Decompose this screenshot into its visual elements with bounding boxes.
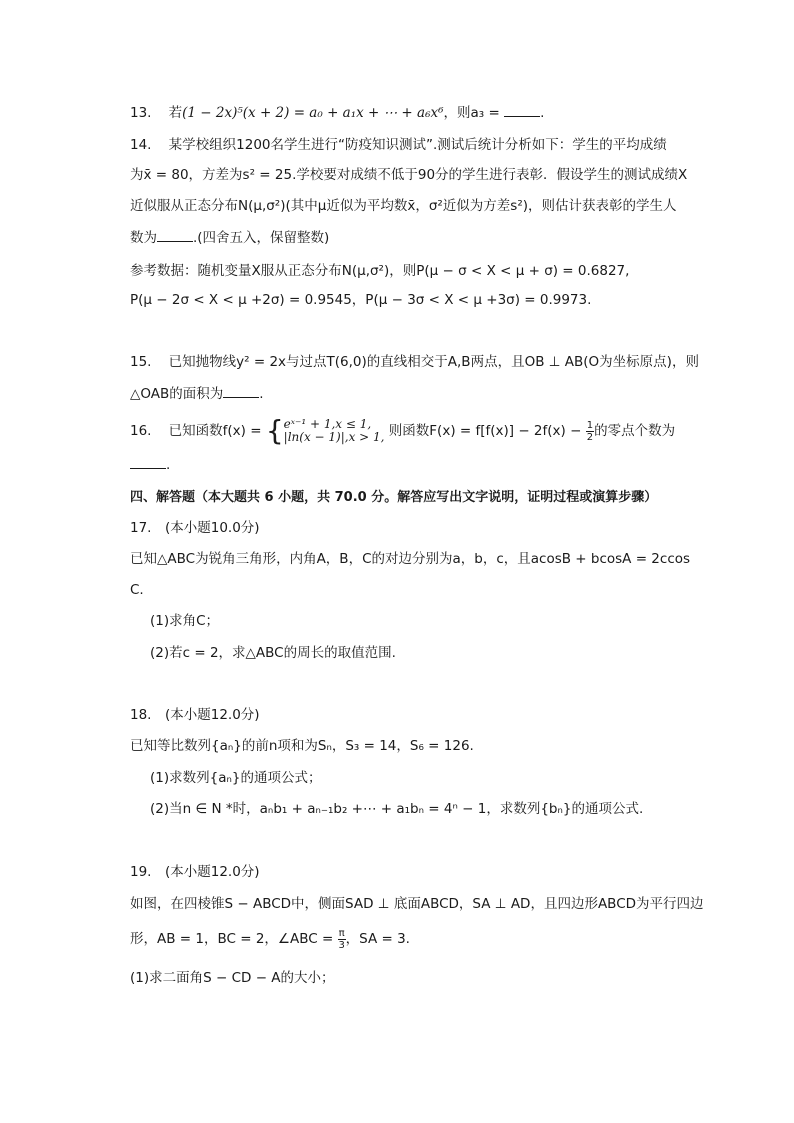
- denominator: 2: [586, 431, 594, 443]
- punctuation: .: [540, 105, 545, 121]
- question-17-part-1: (1)求角C；: [150, 613, 220, 629]
- question-text: .(四舍五入，保留整数): [193, 230, 330, 246]
- question-17-part-2: (2)若c = 2，求△ABC的周长的取值范围.: [150, 645, 396, 661]
- question-18-part-1: (1)求数列{aₙ}的通项公式；: [150, 770, 322, 786]
- question-18-part-2: (2)当n ∈ N *时，aₙb₁ + aₙ₋₁b₂ +⋯ + a₁bₙ = 4ⁿ − 1，求数列{bₙ}的通项公式.: [150, 801, 644, 817]
- fraction: [338, 928, 346, 951]
- question-number: 16.: [130, 423, 152, 439]
- left-brace: {: [265, 414, 284, 447]
- fraction: [586, 420, 594, 443]
- answer-blank[interactable]: [130, 456, 166, 469]
- question-16: [130, 414, 710, 448]
- question-13: [130, 104, 710, 122]
- question-text: 若: [168, 105, 183, 121]
- question-19-header: 19. (本小题12.0分): [130, 864, 260, 880]
- answer-blank[interactable]: [157, 229, 193, 242]
- case-1: eˣ⁻¹ + 1,x ≤ 1,: [283, 417, 372, 431]
- question-18-header: 18. (本小题12.0分): [130, 707, 260, 723]
- reference-data-line-2: P(μ − 2σ < X < μ +2σ) = 0.9545，P(μ − 3σ < X < μ +3σ) = 0.9973.: [130, 292, 592, 308]
- question-14-line-1: [130, 136, 710, 154]
- numerator: π: [338, 927, 345, 939]
- question-16-answer-line: [130, 456, 710, 474]
- question-text: ，SA = 3.: [345, 931, 410, 947]
- reference-data-line-1: 参考数据：随机变量X服从正态分布N(μ,σ²)，则P(μ − σ < X < μ + σ) = 0.6827,: [130, 263, 630, 279]
- question-18-line-1: 已知等比数列{aₙ}的前n项和为Sₙ，S₃ = 14，S₆ = 126.: [130, 738, 474, 754]
- question-text: 已知函数f(x) =: [168, 423, 262, 439]
- question-14-line-3: 近似服从正态分布N(μ,σ²)(其中μ近似为平均数x̄，σ²近似为方差s²)，则估计获表彰的学生人: [130, 198, 677, 214]
- question-17-header: 17. (本小题10.0分): [130, 520, 260, 536]
- answer-blank[interactable]: [223, 385, 259, 398]
- question-text: △OAB的面积为: [130, 386, 224, 402]
- question-number: 15.: [130, 354, 152, 370]
- question-17-line-1: 已知△ABC为锐角三角形，内角A，B，C的对边分别为a，b，c，且acosB + bcosA = 2ccos: [130, 551, 691, 567]
- question-15-line-2: [130, 385, 710, 403]
- question-text: 某学校组织1200名学生进行“防疫知识测试”.测试后统计分析如下：学生的平均成绩: [168, 137, 667, 153]
- question-text: 已知抛物线y² = 2x与过点T(6,0)的直线相交于A,B两点，且OB ⊥ AB(O为坐标原点)，则: [168, 354, 699, 370]
- equation: (1 − 2x)⁵(x + 2) = a₀ + a₁x + ⋯ + a₆x⁶: [182, 105, 444, 121]
- question-text: 的零点个数为: [594, 423, 676, 439]
- punctuation: .: [259, 386, 264, 402]
- question-19-line-2: [130, 924, 710, 954]
- question-14-line-4: [130, 229, 710, 247]
- question-number: 13.: [130, 105, 152, 121]
- question-14-line-2: 为x̄ = 80，方差为s² = 25.学校要对成绩不低于90分的学生进行表彰．假设学生的测试成绩X: [130, 167, 688, 183]
- case-2: |ln(x − 1)|,x > 1,: [283, 430, 385, 444]
- question-15-line-1: [130, 353, 710, 371]
- denominator: 3: [338, 939, 345, 951]
- question-text: 形，AB = 1，BC = 2，∠ABC =: [130, 931, 334, 947]
- question-text: 数为: [130, 230, 157, 246]
- question-19-line-1: 如图，在四棱锥S − ABCD中，侧面SAD ⊥ 底面ABCD，SA ⊥ AD，且四边形ABCD为平行四边: [130, 896, 704, 912]
- piecewise-cases: [284, 418, 385, 444]
- question-text: ，则a₃ =: [443, 105, 500, 121]
- question-text: 则函数F(x) = f[f(x)] − 2f(x) −: [388, 423, 582, 439]
- question-number: 14.: [130, 137, 152, 153]
- punctuation: .: [166, 457, 171, 473]
- question-19-part-1: (1)求二面角S − CD − A的大小；: [130, 970, 335, 986]
- question-17-line-2: C.: [130, 582, 144, 598]
- numerator: 1: [586, 419, 594, 431]
- section-heading: 四、解答题（本大题共 6 小题，共 70.0 分。解答应写出文字说明，证明过程或演算步骤）: [130, 490, 658, 505]
- answer-blank[interactable]: [504, 104, 540, 117]
